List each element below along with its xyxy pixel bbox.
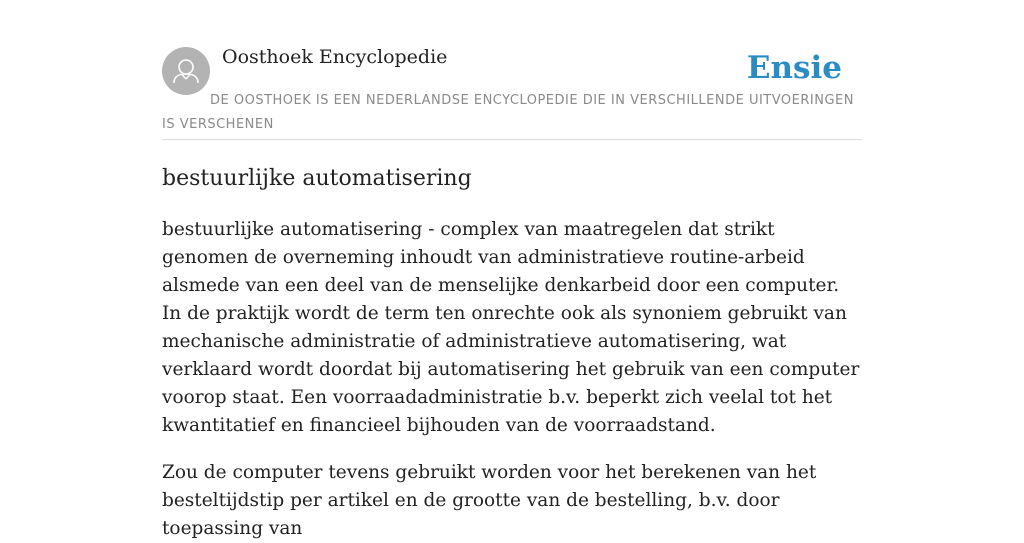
user-avatar-icon[interactable]: [162, 47, 210, 95]
article-paragraph: bestuurlijke automatisering - complex van maatregelen dat strikt genomen de overneming inhoudt van administratieve routine-arbeid alsmede van een deel van de menselijke denkarbeid door een computer. In de praktijk wordt de term ten onrechte ook als synoniem gebruikt van mechanische administratie of administratieve automatisering, wat verklaard wordt doordat bij automatisering het gebruik van een computer voorop staat. Een voorraadadministratie b.v. beperkt zich veelal tot het kwantitatief en financieel bijhouden van de voorraadstand.: [162, 219, 860, 436]
avatar-silhouette: [162, 47, 210, 95]
brand-logo[interactable]: Ensie: [746, 50, 842, 86]
site-title[interactable]: Oosthoek Encyclopedie: [222, 46, 448, 68]
article-paragraph: Zou de computer tevens gebruikt worden voor het berekenen van het besteltijdstip per artikel en de grootte van de bestelling, b.v. door toepassing van: [162, 462, 817, 539]
article-title: bestuurlijke automatisering: [162, 166, 472, 191]
site-tagline: DE OOSTHOEK IS EEN NEDERLANDSE ENCYCLOPEDIE DIE IN VERSCHILLENDE UITVOERINGEN IS VERSCHENEN: [162, 93, 854, 132]
page: [162, 0, 862, 543]
site-header: [162, 0, 862, 140]
